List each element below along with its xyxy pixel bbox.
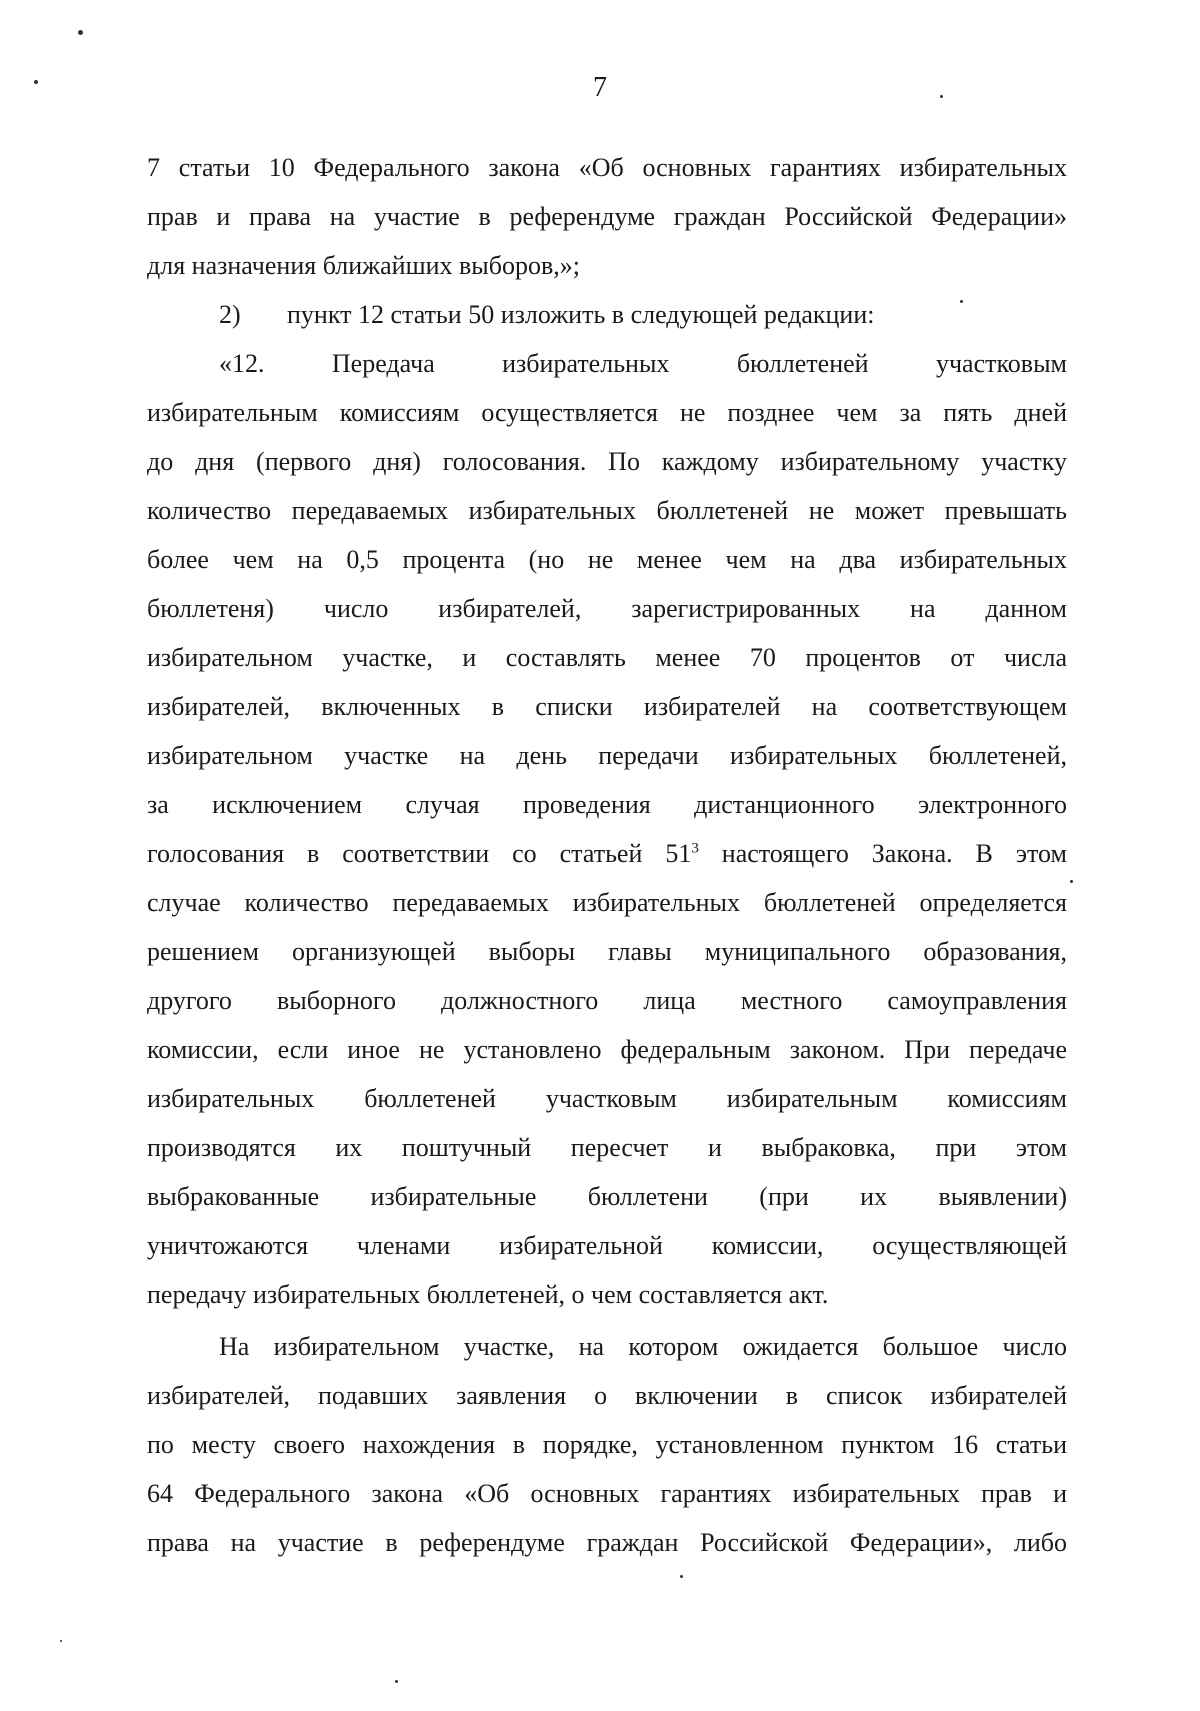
text-line: «12. Передача избирательных бюллетеней участковым <box>219 349 1067 378</box>
text-line: бюллетеня) число избирателей, зарегистрированных на данном <box>147 594 1067 623</box>
text-fragment: голосования в соответствии со статьей 51 <box>147 839 692 868</box>
text-line: до дня (первого дня) голосования. По каждому избирательному участку <box>147 447 1067 476</box>
text-line: На избирательном участке, на котором ожидается большое число <box>219 1332 1067 1361</box>
text-line: решением организующей выборы главы муниципального образования, <box>147 937 1067 966</box>
page-number: 7 <box>593 72 607 103</box>
text-line-with-superscript <box>147 829 1067 878</box>
text-line: избирателей, включенных в списки избирателей на соответствующем <box>147 692 1067 721</box>
text-line: более чем на 0,5 процента (но не менее чем на два избирательных <box>147 545 1067 574</box>
text-line: передачу избирательных бюллетеней, о чем составляется акт. <box>147 1280 829 1309</box>
text-fragment: настоящего Закона. В этом <box>698 839 1067 868</box>
text-line: комиссии, если иное не установлено федеральным законом. При передаче <box>147 1035 1067 1064</box>
item-number: 2) <box>219 300 241 329</box>
text-line: по месту своего нахождения в порядке, установленном пунктом 16 статьи <box>147 1430 1067 1459</box>
text-line: права на участие в референдуме граждан Российской Федерации», либо <box>147 1528 1067 1557</box>
text-line: количество передаваемых избирательных бюллетеней не может превышать <box>147 496 1067 525</box>
text-line: производятся их поштучный пересчет и выбраковка, при этом <box>147 1133 1067 1162</box>
scan-speck <box>680 1575 683 1578</box>
text-line: избирательных бюллетеней участковым избирательным комиссиям <box>147 1084 1067 1113</box>
scan-speck <box>60 1640 62 1642</box>
scan-speck <box>78 30 83 35</box>
text-line: уничтожаются членами избирательной комиссии, осуществляющей <box>147 1231 1067 1260</box>
text-line: избирателей, подавших заявления о включении в список избирателей <box>147 1381 1067 1410</box>
text-line: 64 Федерального закона «Об основных гарантиях избирательных прав и <box>147 1479 1067 1508</box>
text-line: избирательным комиссиям осуществляется не позднее чем за пять дней <box>147 398 1067 427</box>
superscript: 3 <box>691 840 699 857</box>
text-line: прав и права на участие в референдуме граждан Российской Федерации» <box>147 202 1067 231</box>
scan-speck <box>960 300 963 303</box>
scan-speck <box>1070 880 1073 883</box>
text-line: избирательном участке, и составлять менее 70 процентов от числа <box>147 643 1067 672</box>
list-item-line <box>147 290 1067 339</box>
text-line: избирательном участке на день передачи избирательных бюллетеней, <box>147 741 1067 770</box>
text-line: 7 статьи 10 Федерального закона «Об основных гарантиях избирательных <box>147 153 1067 182</box>
text-line: случае количество передаваемых избирательных бюллетеней определяется <box>147 888 1067 917</box>
text-line: другого выборного должностного лица местного самоуправления <box>147 986 1067 1015</box>
text-line: за исключением случая проведения дистанционного электронного <box>147 790 1067 819</box>
text-line: для назначения ближайших выборов,»; <box>147 251 580 280</box>
item-text: пункт 12 статьи 50 изложить в следующей редакции: <box>287 300 875 329</box>
document-body-continued <box>147 1322 1067 1567</box>
text-line: выбракованные избирательные бюллетени (при их выявлении) <box>147 1182 1067 1211</box>
document-body <box>147 143 1067 1319</box>
scan-speck <box>940 95 943 98</box>
scan-speck <box>395 1680 398 1683</box>
scan-speck <box>34 80 38 84</box>
